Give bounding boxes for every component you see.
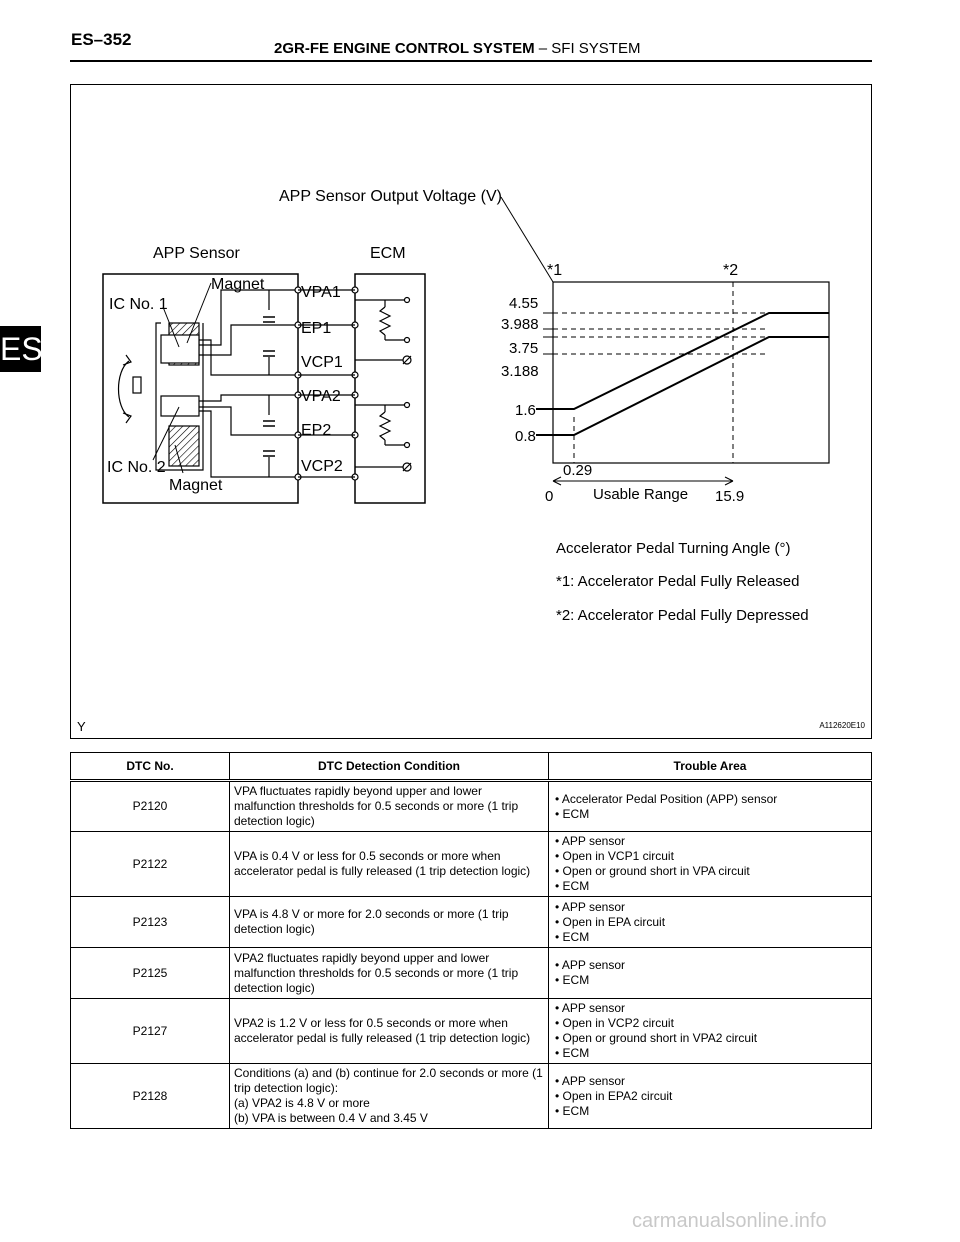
dtc-code: P2122 (71, 832, 230, 897)
star2-label: *2 (723, 262, 739, 279)
y-tick-0-8: 0.8 (515, 428, 536, 445)
table-row (71, 832, 872, 897)
dtc-condition (230, 1064, 549, 1129)
dtc-trouble-area (549, 948, 872, 999)
terminal-vcp1: VCP1 (301, 354, 343, 371)
dtc-code: P2120 (71, 781, 230, 832)
graph-frame (553, 282, 829, 463)
dtc-trouble-area (549, 999, 872, 1064)
list-item: • ECM (555, 1046, 590, 1060)
list-item: • ECM (555, 973, 590, 987)
list-item: • ECM (555, 879, 590, 893)
x-tick-15-9: 15.9 (715, 488, 745, 505)
dtc-code: P2125 (71, 948, 230, 999)
table-row (71, 1064, 872, 1129)
list-item: • Open in EPA2 circuit (555, 1088, 673, 1103)
bullet: • (555, 879, 560, 893)
signal-lines (199, 290, 298, 477)
x-tick-0-29: 0.29 (563, 462, 593, 479)
dtc-trouble-area (549, 832, 872, 897)
y-tick-3-988: 3.988 (501, 316, 539, 333)
page-header (274, 40, 640, 57)
bullet: • (555, 834, 560, 848)
y-tick-3-188: 3.188 (501, 363, 539, 380)
connector-lines (298, 290, 355, 477)
dtc-trouble-area (549, 781, 872, 832)
list-item: • Open or ground short in VPA2 circuit (555, 1031, 758, 1045)
list-item: • APP sensor (555, 1001, 626, 1015)
dtc-code: P2127 (71, 999, 230, 1064)
terminal-dots (295, 287, 358, 480)
list-item: • Accelerator Pedal Position (APP) sensor (555, 791, 778, 806)
wiring-and-graph-diagram (71, 85, 873, 740)
magnet-2 (169, 426, 199, 466)
list-item: • ECM (555, 929, 590, 944)
header-trouble-area: Trouble Area (549, 753, 872, 781)
y-tick-3-75: 3.75 (509, 340, 539, 357)
app-sensor-label: APP Sensor (153, 245, 240, 262)
ic-1 (161, 335, 199, 363)
list-item: • APP sensor (555, 1073, 626, 1088)
header-title-bold: 2GR-FE ENGINE CONTROL SYSTEM (274, 40, 535, 57)
terminal-ep1: EP1 (301, 320, 332, 337)
terminal-vpa1: VPA1 (301, 284, 341, 301)
header-separator: – (538, 40, 548, 57)
ecm-label: ECM (370, 245, 406, 262)
ecm-internal-circuit (355, 298, 411, 472)
bullet: • (555, 849, 560, 863)
ic1-label: IC No. 1 (109, 296, 168, 313)
table-row (71, 999, 872, 1064)
page-number: ES–352 (71, 30, 132, 49)
bullet: • (555, 1016, 560, 1030)
dtc-table (70, 752, 872, 1129)
graph-line-vpa2 (536, 337, 829, 435)
bullet: • (555, 929, 560, 944)
x-tick-0: 0 (545, 488, 554, 505)
header-dtc-no: DTC No. (71, 753, 230, 781)
list-item: • ECM (555, 806, 590, 821)
bullet: • (555, 864, 560, 878)
condition-line: Conditions (a) and (b) continue for 2.0 seconds or more (1 trip detection logic): (234, 1066, 543, 1095)
graph-line-vpa (536, 313, 829, 409)
dtc-condition: VPA fluctuates rapidly beyond upper and lower malfunction thresholds for 0.5 seconds or more (1 trip detection logic) (230, 781, 549, 832)
watermark: carmanualsonline.info (632, 1210, 827, 1232)
list-item: • Open or ground short in VPA circuit (555, 864, 750, 878)
bullet: • (555, 914, 560, 929)
list-item: • Open in VCP1 circuit (555, 849, 674, 863)
bullet: • (555, 1031, 560, 1045)
condition-line: (b) VPA is between 0.4 V and 3.45 V (234, 1111, 428, 1125)
usable-range-label: Usable Range (593, 486, 689, 503)
bullet: • (555, 958, 560, 972)
graph-dashed-lines (553, 282, 769, 463)
section-tab: ES (0, 326, 41, 372)
y-axis-pointer (501, 197, 553, 282)
star1-label: *1 (547, 262, 563, 279)
terminal-vcp2: VCP2 (301, 458, 343, 475)
ecm-box (355, 274, 425, 503)
condition-line: (a) VPA2 is 4.8 V or more (234, 1096, 370, 1110)
dtc-code: P2128 (71, 1064, 230, 1129)
list-item: • APP sensor (555, 958, 626, 972)
bullet: • (555, 806, 560, 821)
table-row (71, 948, 872, 999)
table-row (71, 781, 872, 832)
list-item: • Open in EPA circuit (555, 914, 666, 929)
terminal-vpa2: VPA2 (301, 388, 341, 405)
bullet: • (555, 1073, 560, 1088)
note-1: *1: Accelerator Pedal Fully Released (556, 573, 800, 590)
rotation-arrow (119, 361, 130, 417)
table-row (71, 897, 872, 948)
dtc-code: P2123 (71, 897, 230, 948)
header-rule (70, 60, 872, 62)
x-axis-title: Accelerator Pedal Turning Angle (°) (556, 540, 791, 557)
header-condition: DTC Detection Condition (230, 753, 549, 781)
figure-code: A112620E10 (819, 721, 865, 730)
note-2: *2: Accelerator Pedal Fully Depressed (556, 607, 809, 624)
dtc-condition: VPA2 is 1.2 V or less for 0.5 seconds or more when accelerator pedal is fully released (1 trip detection logic) (230, 999, 549, 1064)
bullet: • (555, 1001, 560, 1015)
y-axis-title: APP Sensor Output Voltage (V) (279, 188, 502, 205)
list-item: • APP sensor (555, 834, 626, 848)
dtc-condition: VPA is 0.4 V or less for 0.5 seconds or more when accelerator pedal is fully released (1 trip detection logic) (230, 832, 549, 897)
dtc-trouble-area (549, 897, 872, 948)
bullet: • (555, 1046, 560, 1060)
header-title-rest: SFI SYSTEM (551, 40, 641, 57)
figure-letter: Y (77, 719, 86, 734)
ic2-label: IC No. 2 (107, 459, 166, 476)
magnet-bottom-label: Magnet (169, 477, 223, 494)
terminal-ep2: EP2 (301, 422, 332, 439)
figure (70, 84, 872, 739)
magnet-top-label: Magnet (211, 276, 265, 293)
list-item: • APP sensor (555, 899, 626, 914)
dtc-condition: VPA is 4.8 V or more for 2.0 seconds or more (1 trip detection logic) (230, 897, 549, 948)
list-item: • Open in VCP2 circuit (555, 1016, 674, 1030)
tick-leaders (543, 313, 553, 354)
bullet: • (555, 1088, 560, 1103)
y-tick-4-55: 4.55 (509, 295, 539, 312)
bullet: • (555, 791, 560, 806)
bullet: • (555, 899, 560, 914)
bullet: • (555, 1103, 560, 1118)
bullet: • (555, 973, 560, 987)
ic-2 (161, 396, 199, 416)
list-item: • ECM (555, 1103, 590, 1118)
dtc-condition: VPA2 fluctuates rapidly beyond upper and lower malfunction thresholds for 0.5 seconds or more (1 trip detection logic) (230, 948, 549, 999)
y-tick-1-6: 1.6 (515, 402, 536, 419)
dtc-trouble-area (549, 1064, 872, 1129)
table-header-row (71, 753, 872, 781)
